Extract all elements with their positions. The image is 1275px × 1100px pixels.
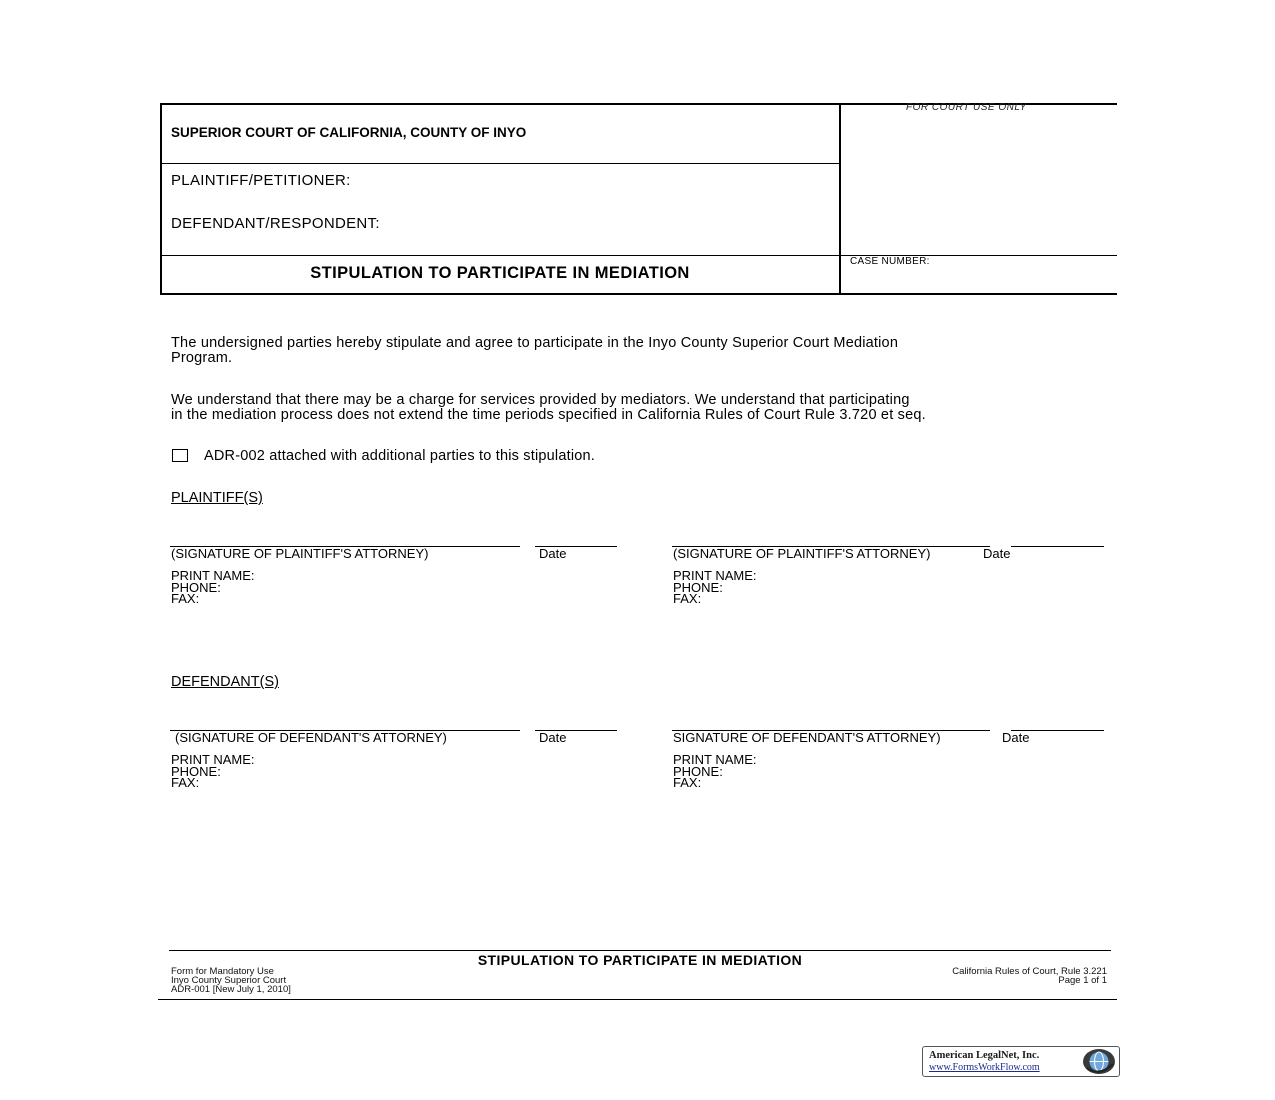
phone-label: PHONE:: [171, 579, 221, 595]
paragraph-2-line-2: in the mediation process does not extend the time periods specified in California Rules of Court Rule 3.720 et seq.: [171, 407, 926, 423]
defendant-label: DEFENDANT/RESPONDENT:: [171, 215, 380, 232]
plaintiff-right-date-label: Date: [983, 546, 1011, 561]
phone-label: PHONE:: [673, 579, 723, 595]
paragraph-1: [171, 336, 898, 366]
plaintiffs-heading: PLAINTIFF(S): [171, 490, 263, 506]
defendant-right-date-label: Date: [1002, 730, 1030, 745]
footer-top-rule: [169, 950, 1111, 951]
footer-court: Inyo County Superior Court: [171, 975, 287, 986]
defendant-right-signature-caption: SIGNATURE OF DEFENDANT'S ATTORNEY): [673, 730, 941, 745]
plaintiff-left-info: [171, 570, 255, 605]
defendant-left-date-label: Date: [539, 730, 567, 745]
paragraph-2-line-1: We understand that there may be a charge for services provided by mediators. We understand that participating: [171, 392, 910, 408]
adr-002-checkbox-label: ADR-002 attached with additional parties to this stipulation.: [204, 448, 596, 464]
plaintiff-left-signature-caption: (SIGNATURE OF PLAINTIFF'S ATTORNEY): [171, 546, 429, 561]
american-legalnet-logo[interactable]: [922, 1046, 1120, 1077]
footer-right-info: [952, 967, 1107, 985]
plaintiff-label: PLAINTIFF/PETITIONER:: [171, 172, 351, 189]
case-number-label: CASE NUMBER:: [850, 256, 930, 267]
globe-icon: [1081, 1048, 1117, 1075]
fax-label: FAX:: [673, 591, 702, 606]
footer-rule-ref: California Rules of Court, Rule 3.221: [952, 966, 1107, 977]
footer-form-id: ADR-001 [New July 1, 2010]: [171, 984, 291, 995]
defendants-heading: DEFENDANT(S): [171, 674, 279, 690]
logo-url[interactable]: www.FormsWorkFlow.com: [929, 1062, 1040, 1073]
plaintiff-right-signature-caption: (SIGNATURE OF PLAINTIFF'S ATTORNEY): [673, 546, 931, 561]
print-name-label: PRINT NAME:: [673, 752, 757, 767]
paragraph-2: [171, 393, 926, 423]
paragraph-1-line-2: Program.: [171, 350, 233, 366]
court-name: SUPERIOR COURT OF CALIFORNIA, COUNTY OF INYO: [171, 125, 527, 140]
plaintiff-right-info: [673, 570, 757, 605]
footer-bottom-rule: [158, 999, 1117, 1000]
footer-page-number: Page 1 of 1: [1058, 975, 1107, 986]
form-title: STIPULATION TO PARTICIPATE IN MEDIATION: [310, 264, 690, 282]
fax-label: FAX:: [171, 775, 200, 790]
print-name-label: PRINT NAME:: [171, 568, 255, 583]
phone-label: PHONE:: [673, 763, 723, 779]
logo-company-name: American LegalNet, Inc.: [929, 1050, 1040, 1061]
print-name-label: PRINT NAME:: [673, 568, 757, 583]
adr-002-checkbox[interactable]: [172, 449, 188, 462]
footer-form-use: Form for Mandatory Use: [171, 966, 274, 977]
phone-label: PHONE:: [171, 763, 221, 779]
plaintiff-left-date-label: Date: [539, 546, 567, 561]
defendant-left-info: [171, 754, 255, 789]
footer-left-info: [171, 967, 291, 994]
paragraph-1-line-1: The undersigned parties hereby stipulate and agree to participate in the Inyo County Superior Court Mediation: [171, 335, 899, 351]
plaintiff-right-date-line[interactable]: [1011, 546, 1104, 547]
fax-label: FAX:: [171, 591, 200, 606]
fax-label: FAX:: [673, 775, 702, 790]
court-use-label: FOR COURT USE ONLY: [906, 102, 1027, 113]
print-name-label: PRINT NAME:: [171, 752, 255, 767]
footer-title: STIPULATION TO PARTICIPATE IN MEDIATION: [477, 952, 803, 968]
defendant-right-info: [673, 754, 757, 789]
defendant-left-signature-caption: (SIGNATURE OF DEFENDANT'S ATTORNEY): [175, 730, 447, 745]
